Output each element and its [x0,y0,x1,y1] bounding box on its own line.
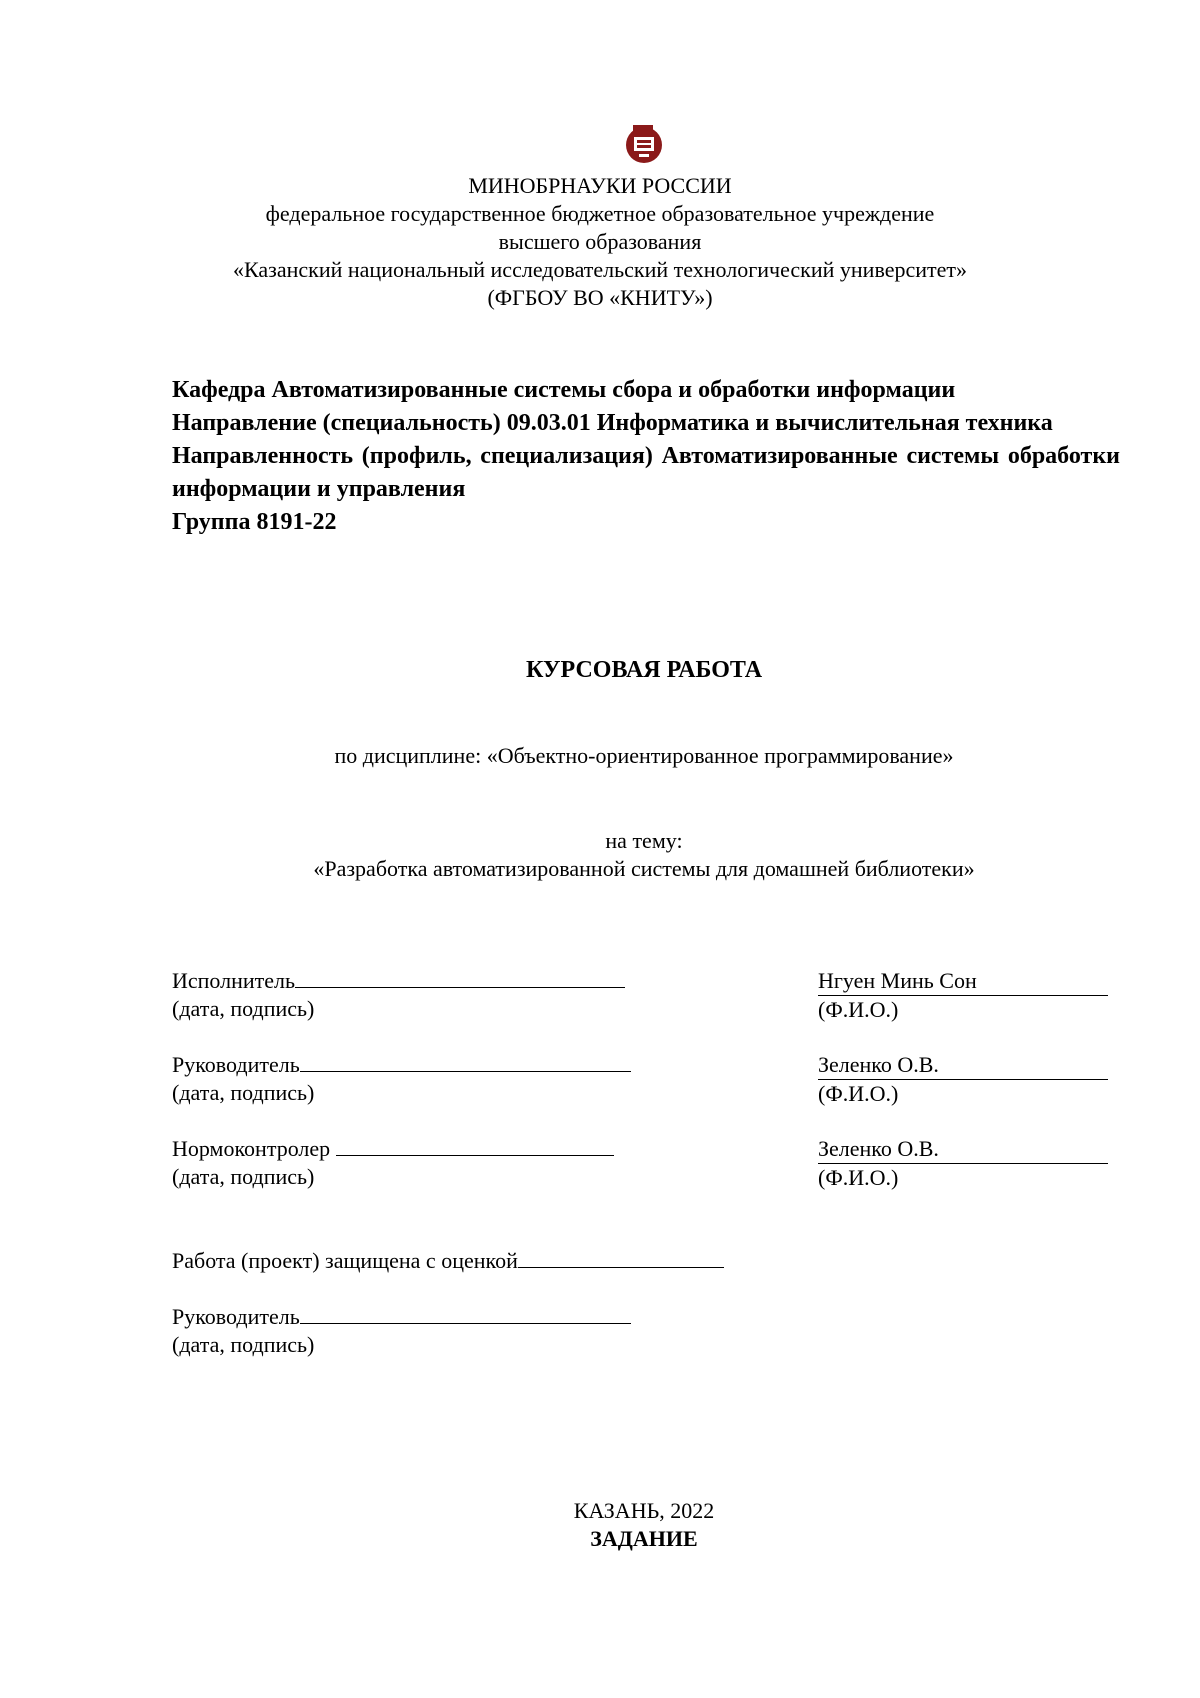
university-logo-icon [623,121,665,165]
discipline-line: по дисциплине: «Объектно-ориентированное программирование» [334,743,954,768]
normcontroller-caption: (дата, подпись) [172,1164,315,1189]
performer-name-caption: (Ф.И.О.) [818,997,899,1022]
normcontroller-name: Зеленко О.В. [818,1135,1108,1164]
education-level: высшего образования [498,229,702,254]
theme-block [200,827,1088,883]
supervisor-name: Зеленко О.В. [818,1051,1108,1080]
performer-role: Исполнитель [172,968,296,993]
institution-header [200,172,1000,312]
signature-line [300,1303,631,1324]
university-abbreviation: (ФГБОУ ВО «КНИТУ») [487,285,713,310]
direction-line: Направление (специальность) 09.03.01 Информатика и вычислительная техника [172,410,1053,436]
signature-line [336,1135,614,1156]
theme-label: на тему: [605,828,683,853]
performer-signature [172,967,625,1023]
final-supervisor-caption: (дата, подпись) [172,1332,315,1357]
department-info [172,374,1120,539]
city-year: КАЗАНЬ, 2022 [573,1498,715,1523]
institution-type: федеральное государственное бюджетное образовательное учреждение [265,201,935,226]
normcontroller-name-block [818,1135,1108,1192]
final-supervisor-signature [172,1303,631,1359]
final-supervisor-role: Руководитель [172,1304,300,1329]
normcontroller-signature [172,1135,614,1191]
university-name: «Казанский национальный исследовательский технологический университет» [233,257,967,282]
profile-line: Направленность (профиль, специализация) Автоматизированные системы обработки информации и управления [172,443,1120,502]
signature-line [300,1051,631,1072]
grade-label: Работа (проект) защищена с оценкой [172,1248,518,1273]
chair-line: Кафедра Автоматизированные системы сбора и обработки информации [172,377,956,403]
supervisor-name-caption: (Ф.И.О.) [818,1081,899,1106]
ministry-name: МИНОБРНАУКИ РОССИИ [468,173,732,198]
document-title: КУРСОВАЯ РАБОТА [525,657,763,683]
grade-line [172,1247,724,1275]
performer-name-block [818,967,1108,1024]
supervisor-name-block [818,1051,1108,1108]
next-section-heading: ЗАДАНИЕ [590,1526,698,1551]
performer-caption: (дата, подпись) [172,996,315,1021]
performer-name: Нгуен Минь Сон [818,967,1108,996]
page-footer [200,1497,1088,1553]
supervisor-caption: (дата, подпись) [172,1080,315,1105]
signature-line [295,967,625,988]
theme-value: «Разработка автоматизированной системы для домашней библиотеки» [313,856,975,881]
supervisor-role: Руководитель [172,1052,300,1077]
supervisor-signature [172,1051,631,1107]
grade-blank-line [518,1247,724,1268]
normcontroller-name-caption: (Ф.И.О.) [818,1165,899,1190]
normcontroller-role: Нормоконтролер [172,1136,336,1161]
group-line: Группа 8191-22 [172,509,337,535]
